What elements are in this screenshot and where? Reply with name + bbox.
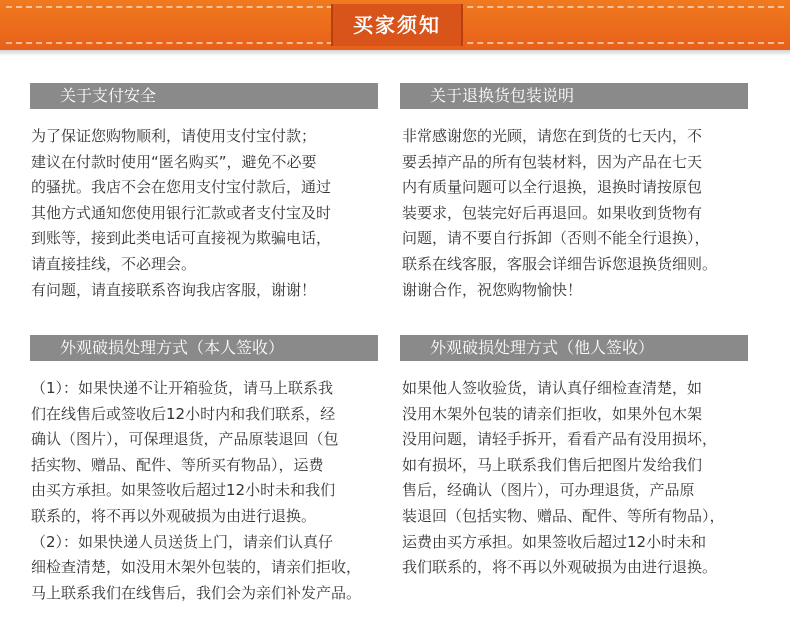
section-header-damage-other-signed: 外观破损处理方式（他人签收） [400, 335, 748, 361]
banner [0, 0, 790, 50]
section-header-return-packaging: 关于退换货包装说明 [400, 83, 748, 109]
banner-shadow [0, 50, 790, 56]
section-body-damage-self-signed: （1）：如果快递不让开箱验货，请马上联系我 们在线售后或签收后12小时内和我们联系，经 确认（图片），可保理退货，产品原装退回（包 括实物、赠品、配件、等所买有物品），运费 由买方承担。如果签收后超过12小时未和我们 联系的，将不再以外观破损为由进行退换。 （2）：如果快递人员送货上门，请亲们认真仔 细检查清楚，如没用木架外包装的，请亲们拒收， 马上联系我们在线售后，我们会为亲们补发产品。 [31, 379, 362, 602]
section-body-return-packaging: 非常感谢您的光顾，请您在到货的七天内，不 要丢掉产品的所有包装材料，因为产品在七天 内有质量问题可以全行退换，退换时请按原包 装要求，包装完好后再退回。如果收到货物有 问题，请不要自行拆卸（否则不能全行退换）， 联系在线客服，客服会详细告诉您退换货细则。 谢谢合作，祝您购物愉快！ [402, 127, 718, 299]
section-body-damage-other-signed: 如果他人签收验货，请认真仔细检查清楚，如 没用木架外包装的请亲们拒收，如果外包木架 没用问题，请轻手拆开，看看产品有没用损坏， 如有损坏，马上联系我们售后把图片发给我们 售后，经确认（图片），可办理退货，产品原 装退回（包括实物、赠品、配件、等所有物品）， 运费由买方承担。如果签收后超过12小时未和 我们联系的，将不再以外观破损为由进行退换。 [402, 379, 725, 577]
section-header-payment-safety: 关于支付安全 [30, 83, 378, 109]
section-header-damage-self-signed: 外观破损处理方式（本人签收） [30, 335, 378, 361]
section-body-payment-safety: 为了保证您购物顺利，请使用支付宝付款； 建议在付款时使用“匿名购买”，避免不必要 的骚扰。我店不会在您用支付宝付款后，通过 其他方式通知您使用银行汇款或者支付宝及时 到账等，接到此类电话可直接视为欺骗电话， 请直接挂线，不必理会。 有问题，请直接联系咨询我店客服，谢谢！ [31, 127, 332, 299]
banner-title: 买家须知 [331, 4, 463, 46]
